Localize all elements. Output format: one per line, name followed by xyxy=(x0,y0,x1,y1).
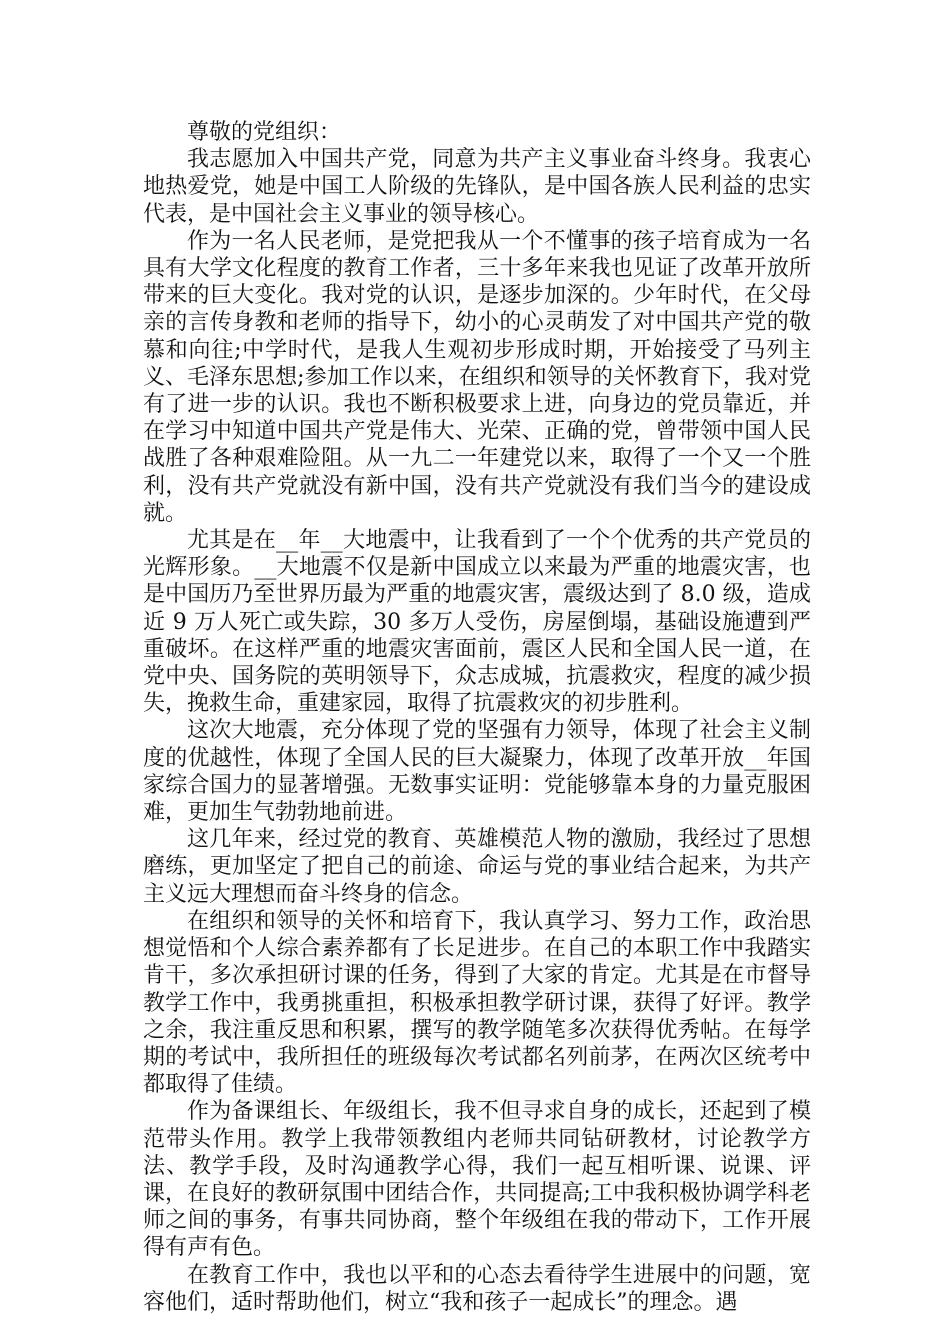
paragraph-1: 我志愿加入中国共产党，同意为共产主义事业奋斗终身。我衷心地热爱党，她是中国工人阶级的先锋队，是中国各族人民利益的忠实代表，是中国社会主义事业的领导核心。 xyxy=(143,147,811,227)
paragraph-7: 作为备课组长、年级组长，我不但寻求自身的成长，还起到了模范带头作用。教学上我带领教组内老师共同钻研教材，讨论教学方法、教学手段，及时沟通教学心得，我们一起互相听课、说课、评课，在良好的教研氛围中团结合作，共同提高;工中我积极协调学科老师之间的事务，有事共同协商，整个年级组在我的带动下，工作开展得有声有色。 xyxy=(143,1099,811,1261)
salutation: 尊敬的党组织： xyxy=(187,120,342,145)
paragraph-4: 这次大地震，充分体现了党的坚强有力领导，体现了社会主义制度的优越性，体现了全国人民的巨大凝聚力，体现了改革开放__年国家综合国力的显著增强。无数事实证明：党能够靠本身的力量克服困难，更加生气勃勃地前进。 xyxy=(143,718,811,826)
paragraph-6: 在组织和领导的关怀和培育下，我认真学习、努力工作，政治思想觉悟和个人综合素养都有了长足进步。在自己的本职工作中我踏实肯干，多次承担研讨课的任务，得到了大家的肯定。尤其是在市督导教学工作中，我勇挑重担，积极承担教学研讨课，获得了好评。教学之余，我注重反思和积累，撰写的教学随笔多次获得优秀帖。在每学期的考试中，我所担任的班级每次考试都名列前茅，在两次区统考中都取得了佳绩。 xyxy=(143,908,811,1098)
paragraph-2: 作为一名人民老师，是党把我从一个不懂事的孩子培育成为一名具有大学文化程度的教育工作者，三十多年来我也见证了改革开放所带来的巨大变化。我对党的认识，是逐步加深的。少年时代，在父母亲的言传身教和老师的指导下，幼小的心灵萌发了对中国共产党的敬慕和向往;中学时代，是我人生观初步形成时期，开始接受了马列主义、毛泽东思想;参加工作以来，在组织和领导的关怀教育下，我对党有了进一步的认识。我也不断积极要求上进，向身边的党员靠近，并在学习中知道中国共产党是伟大、光荣、正确的党，曾带领中国人民战胜了各种艰难险阻。从一九二一年建党以来，取得了一个又一个胜利，没有共产党就没有新中国，没有共产党就没有我们当今的建设成就。 xyxy=(143,228,811,526)
paragraph-8: 在教育工作中，我也以平和的心态去看待学生进展中的问题，宽容他们，适时帮助他们，树立“我和孩子一起成长”的理念。遇 xyxy=(143,1262,811,1315)
paragraph-3: 尤其是在__年__大地震中，让我看到了一个个优秀的共产党员的光辉形象。__大地震不仅是新中国成立以来最为严重的地震灾害，也是中国历乃至世界历最为严重的地震灾害，震级达到了 8.0 级，造成近 9 万人死亡或失踪，30 多万人受伤，房屋倒塌，基础设施遭到严重破坏。在这样严重的地震灾害面前，震区人民和全国人民一道，在党中央、国务院的英明领导下，众志成城，抗震救灾，程度的减少损失，挽救生命，重建家园，取得了抗震救灾的初步胜利。 xyxy=(143,528,811,717)
letter-body xyxy=(143,119,811,1316)
paragraph-5: 这几年来，经过党的教育、英雄模范人物的激励，我经过了思想磨练，更加坚定了把自己的前途、命运与党的事业结合起来，为共产主义远大理想而奋斗终身的信念。 xyxy=(143,827,811,907)
